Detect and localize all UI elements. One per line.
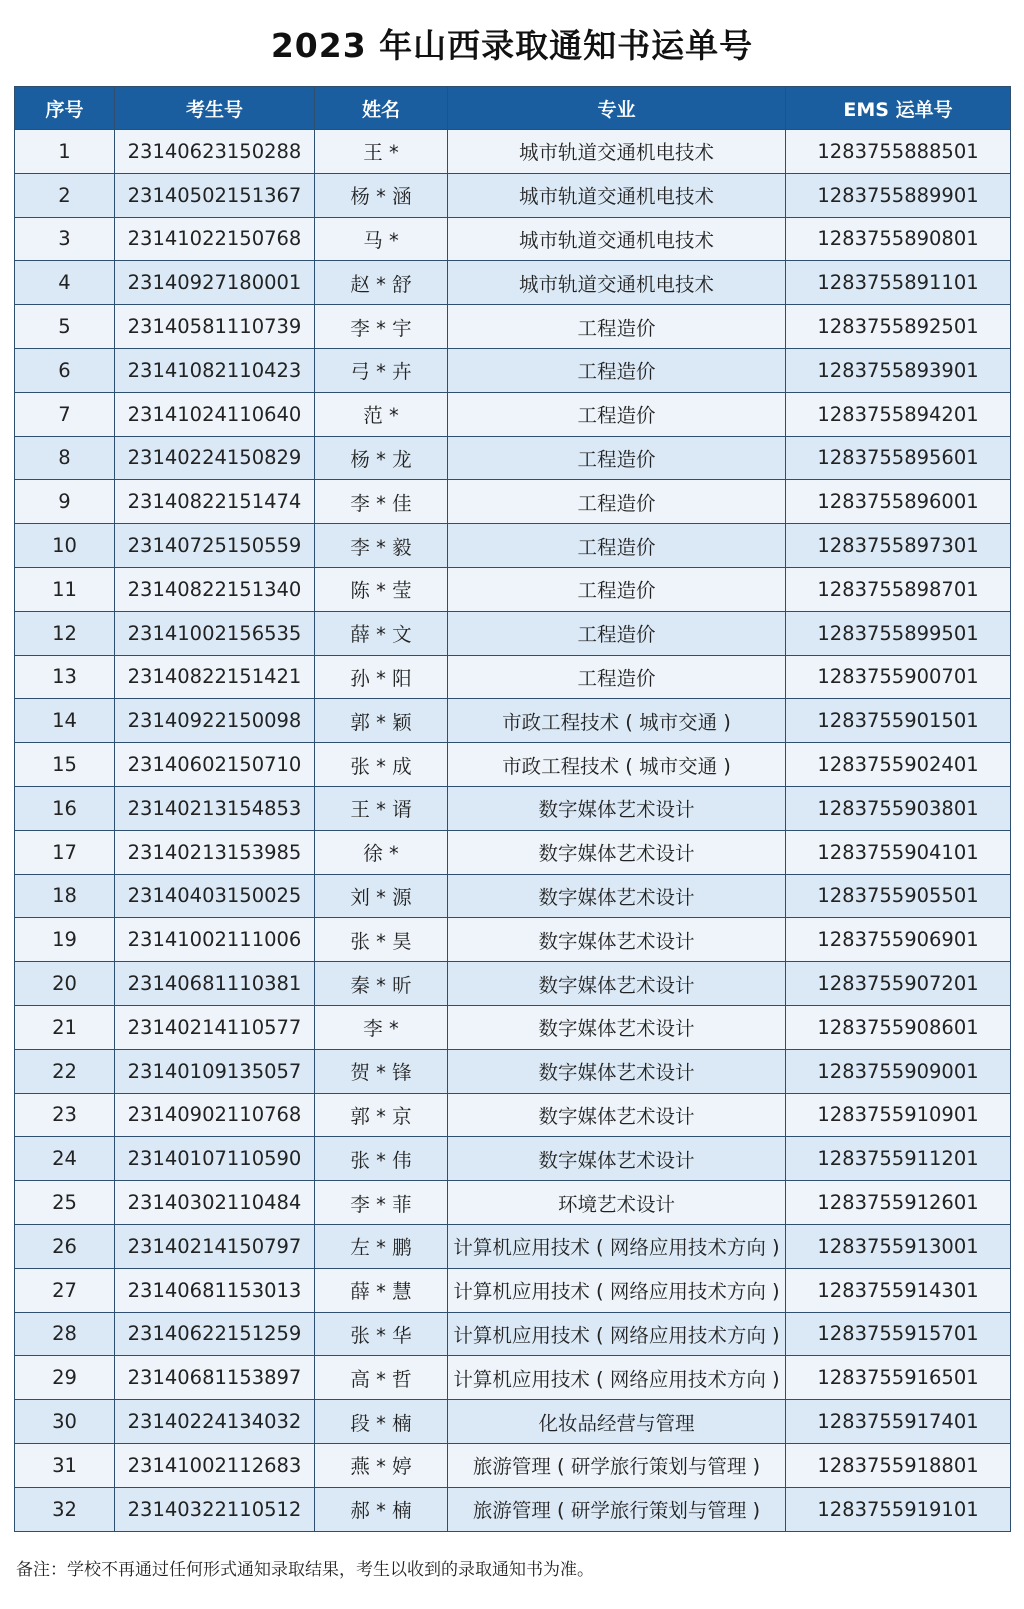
cell-index: 2 xyxy=(15,173,115,217)
cell-major: 工程造价 xyxy=(448,392,786,436)
cell-name: 高 * 哲 xyxy=(315,1356,448,1400)
cell-name: 郭 * 颖 xyxy=(315,699,448,743)
cell-major: 城市轨道交通机电技术 xyxy=(448,173,786,217)
table-row xyxy=(15,173,1011,217)
cell-index: 12 xyxy=(15,611,115,655)
cell-index: 16 xyxy=(15,786,115,830)
cell-major: 计算机应用技术 ( 网络应用技术方向 ) xyxy=(448,1312,786,1356)
cell-index: 22 xyxy=(15,1049,115,1093)
cell-ems-number: 1283755897301 xyxy=(786,524,1011,568)
cell-ems-number: 1283755912601 xyxy=(786,1181,1011,1225)
cell-index: 7 xyxy=(15,392,115,436)
cell-ems-number: 1283755906901 xyxy=(786,918,1011,962)
cell-index: 8 xyxy=(15,436,115,480)
cell-ems-number: 1283755904101 xyxy=(786,830,1011,874)
cell-index: 18 xyxy=(15,874,115,918)
cell-index: 4 xyxy=(15,261,115,305)
cell-ems-number: 1283755911201 xyxy=(786,1137,1011,1181)
table-row xyxy=(15,1268,1011,1312)
table-row xyxy=(15,611,1011,655)
table-row xyxy=(15,1137,1011,1181)
header-major: 专业 xyxy=(448,87,786,130)
cell-name: 郭 * 京 xyxy=(315,1093,448,1137)
cell-ems-number: 1283755913001 xyxy=(786,1224,1011,1268)
cell-name: 张 * 成 xyxy=(315,743,448,787)
cell-name: 秦 * 昕 xyxy=(315,962,448,1006)
cell-ems-number: 1283755900701 xyxy=(786,655,1011,699)
cell-index: 20 xyxy=(15,962,115,1006)
table-body xyxy=(15,130,1011,1532)
cell-exam-number: 23140902110768 xyxy=(115,1093,315,1137)
cell-ems-number: 1283755896001 xyxy=(786,480,1011,524)
cell-ems-number: 1283755890801 xyxy=(786,217,1011,261)
cell-major: 数字媒体艺术设计 xyxy=(448,1049,786,1093)
table-row xyxy=(15,524,1011,568)
cell-major: 数字媒体艺术设计 xyxy=(448,1093,786,1137)
cell-major: 数字媒体艺术设计 xyxy=(448,874,786,918)
cell-major: 城市轨道交通机电技术 xyxy=(448,130,786,174)
cell-major: 城市轨道交通机电技术 xyxy=(448,217,786,261)
cell-major: 工程造价 xyxy=(448,436,786,480)
cell-exam-number: 23140822151340 xyxy=(115,567,315,611)
cell-major: 计算机应用技术 ( 网络应用技术方向 ) xyxy=(448,1268,786,1312)
cell-major: 工程造价 xyxy=(448,524,786,568)
cell-index: 6 xyxy=(15,348,115,392)
header-name: 姓名 xyxy=(315,87,448,130)
cell-major: 计算机应用技术 ( 网络应用技术方向 ) xyxy=(448,1224,786,1268)
cell-exam-number: 23140581110739 xyxy=(115,305,315,349)
cell-major: 化妆品经营与管理 xyxy=(448,1400,786,1444)
cell-ems-number: 1283755889901 xyxy=(786,173,1011,217)
cell-ems-number: 1283755919101 xyxy=(786,1487,1011,1531)
cell-ems-number: 1283755909001 xyxy=(786,1049,1011,1093)
cell-name: 王 * 谞 xyxy=(315,786,448,830)
cell-exam-number: 23140927180001 xyxy=(115,261,315,305)
cell-name: 燕 * 婷 xyxy=(315,1443,448,1487)
cell-name: 王 * xyxy=(315,130,448,174)
cell-index: 17 xyxy=(15,830,115,874)
cell-name: 杨 * 涵 xyxy=(315,173,448,217)
cell-ems-number: 1283755901501 xyxy=(786,699,1011,743)
cell-exam-number: 23140109135057 xyxy=(115,1049,315,1093)
table-row xyxy=(15,261,1011,305)
cell-ems-number: 1283755918801 xyxy=(786,1443,1011,1487)
table-row xyxy=(15,305,1011,349)
cell-exam-number: 23140214150797 xyxy=(115,1224,315,1268)
cell-major: 数字媒体艺术设计 xyxy=(448,962,786,1006)
cell-index: 1 xyxy=(15,130,115,174)
cell-index: 10 xyxy=(15,524,115,568)
header-index: 序号 xyxy=(15,87,115,130)
cell-ems-number: 1283755894201 xyxy=(786,392,1011,436)
table-row xyxy=(15,1312,1011,1356)
cell-exam-number: 23140502151367 xyxy=(115,173,315,217)
cell-name: 孙 * 阳 xyxy=(315,655,448,699)
table-row xyxy=(15,1224,1011,1268)
table-row xyxy=(15,217,1011,261)
cell-index: 27 xyxy=(15,1268,115,1312)
cell-ems-number: 1283755892501 xyxy=(786,305,1011,349)
cell-index: 28 xyxy=(15,1312,115,1356)
cell-ems-number: 1283755895601 xyxy=(786,436,1011,480)
cell-name: 李 * xyxy=(315,1005,448,1049)
cell-major: 市政工程技术 ( 城市交通 ) xyxy=(448,699,786,743)
cell-name: 贺 * 锋 xyxy=(315,1049,448,1093)
cell-major: 工程造价 xyxy=(448,655,786,699)
table-row xyxy=(15,743,1011,787)
cell-name: 郝 * 楠 xyxy=(315,1487,448,1531)
table-row xyxy=(15,699,1011,743)
cell-name: 李 * 毅 xyxy=(315,524,448,568)
cell-name: 薛 * 文 xyxy=(315,611,448,655)
cell-major: 数字媒体艺术设计 xyxy=(448,918,786,962)
footnote: 备注：学校不再通过任何形式通知录取结果，考生以收到的录取通知书为准。 xyxy=(16,1560,594,1580)
cell-exam-number: 23140623150288 xyxy=(115,130,315,174)
table-row xyxy=(15,830,1011,874)
cell-exam-number: 23140214110577 xyxy=(115,1005,315,1049)
cell-index: 29 xyxy=(15,1356,115,1400)
cell-index: 30 xyxy=(15,1400,115,1444)
cell-index: 19 xyxy=(15,918,115,962)
table-row xyxy=(15,130,1011,174)
cell-name: 张 * 华 xyxy=(315,1312,448,1356)
cell-exam-number: 23141022150768 xyxy=(115,217,315,261)
header-ems-number: EMS 运单号 xyxy=(786,87,1011,130)
cell-index: 24 xyxy=(15,1137,115,1181)
cell-exam-number: 23140322110512 xyxy=(115,1487,315,1531)
cell-index: 9 xyxy=(15,480,115,524)
table-row xyxy=(15,436,1011,480)
cell-index: 13 xyxy=(15,655,115,699)
table-row xyxy=(15,1400,1011,1444)
cell-index: 15 xyxy=(15,743,115,787)
header-exam-number: 考生号 xyxy=(115,87,315,130)
cell-name: 徐 * xyxy=(315,830,448,874)
cell-ems-number: 1283755902401 xyxy=(786,743,1011,787)
cell-ems-number: 1283755916501 xyxy=(786,1356,1011,1400)
cell-major: 数字媒体艺术设计 xyxy=(448,1137,786,1181)
admission-table xyxy=(14,86,1011,1532)
cell-name: 弓 * 卉 xyxy=(315,348,448,392)
cell-index: 32 xyxy=(15,1487,115,1531)
cell-exam-number: 23140302110484 xyxy=(115,1181,315,1225)
cell-ems-number: 1283755893901 xyxy=(786,348,1011,392)
cell-ems-number: 1283755917401 xyxy=(786,1400,1011,1444)
cell-ems-number: 1283755908601 xyxy=(786,1005,1011,1049)
cell-index: 26 xyxy=(15,1224,115,1268)
cell-name: 李 * 宇 xyxy=(315,305,448,349)
cell-ems-number: 1283755905501 xyxy=(786,874,1011,918)
cell-exam-number: 23141024110640 xyxy=(115,392,315,436)
cell-major: 市政工程技术 ( 城市交通 ) xyxy=(448,743,786,787)
cell-index: 11 xyxy=(15,567,115,611)
cell-name: 马 * xyxy=(315,217,448,261)
cell-ems-number: 1283755891101 xyxy=(786,261,1011,305)
table-row xyxy=(15,480,1011,524)
cell-exam-number: 23140622151259 xyxy=(115,1312,315,1356)
cell-index: 3 xyxy=(15,217,115,261)
cell-major: 旅游管理 ( 研学旅行策划与管理 ) xyxy=(448,1487,786,1531)
cell-exam-number: 23140224150829 xyxy=(115,436,315,480)
cell-index: 14 xyxy=(15,699,115,743)
cell-name: 刘 * 源 xyxy=(315,874,448,918)
cell-major: 工程造价 xyxy=(448,480,786,524)
cell-exam-number: 23140224134032 xyxy=(115,1400,315,1444)
cell-exam-number: 23140822151421 xyxy=(115,655,315,699)
cell-major: 旅游管理 ( 研学旅行策划与管理 ) xyxy=(448,1443,786,1487)
table-row xyxy=(15,786,1011,830)
cell-major: 数字媒体艺术设计 xyxy=(448,786,786,830)
cell-index: 31 xyxy=(15,1443,115,1487)
cell-exam-number: 23140602150710 xyxy=(115,743,315,787)
cell-major: 数字媒体艺术设计 xyxy=(448,830,786,874)
table-row xyxy=(15,1005,1011,1049)
cell-major: 工程造价 xyxy=(448,567,786,611)
cell-exam-number: 23140107110590 xyxy=(115,1137,315,1181)
cell-exam-number: 23140213153985 xyxy=(115,830,315,874)
cell-name: 左 * 鹏 xyxy=(315,1224,448,1268)
cell-exam-number: 23141002112683 xyxy=(115,1443,315,1487)
cell-ems-number: 1283755903801 xyxy=(786,786,1011,830)
cell-ems-number: 1283755888501 xyxy=(786,130,1011,174)
table-row xyxy=(15,1181,1011,1225)
cell-name: 薛 * 慧 xyxy=(315,1268,448,1312)
page-title: 2023 年山西录取通知书运单号 xyxy=(270,26,754,65)
cell-name: 陈 * 莹 xyxy=(315,567,448,611)
cell-major: 城市轨道交通机电技术 xyxy=(448,261,786,305)
cell-exam-number: 23141002111006 xyxy=(115,918,315,962)
cell-exam-number: 23140725150559 xyxy=(115,524,315,568)
cell-exam-number: 23140213154853 xyxy=(115,786,315,830)
table-row xyxy=(15,348,1011,392)
cell-ems-number: 1283755898701 xyxy=(786,567,1011,611)
table-row xyxy=(15,874,1011,918)
cell-exam-number: 23140681110381 xyxy=(115,962,315,1006)
table-row xyxy=(15,962,1011,1006)
cell-name: 杨 * 龙 xyxy=(315,436,448,480)
cell-exam-number: 23140822151474 xyxy=(115,480,315,524)
table-row xyxy=(15,1093,1011,1137)
table-row xyxy=(15,1049,1011,1093)
cell-ems-number: 1283755907201 xyxy=(786,962,1011,1006)
cell-name: 张 * 昊 xyxy=(315,918,448,962)
cell-major: 工程造价 xyxy=(448,305,786,349)
cell-exam-number: 23140681153897 xyxy=(115,1356,315,1400)
cell-index: 25 xyxy=(15,1181,115,1225)
table-row xyxy=(15,1356,1011,1400)
cell-major: 工程造价 xyxy=(448,611,786,655)
table-row xyxy=(15,918,1011,962)
cell-exam-number: 23140681153013 xyxy=(115,1268,315,1312)
cell-exam-number: 23140403150025 xyxy=(115,874,315,918)
table-row xyxy=(15,1443,1011,1487)
cell-ems-number: 1283755910901 xyxy=(786,1093,1011,1137)
cell-major: 计算机应用技术 ( 网络应用技术方向 ) xyxy=(448,1356,786,1400)
cell-name: 赵 * 舒 xyxy=(315,261,448,305)
cell-ems-number: 1283755914301 xyxy=(786,1268,1011,1312)
cell-exam-number: 23140922150098 xyxy=(115,699,315,743)
cell-ems-number: 1283755915701 xyxy=(786,1312,1011,1356)
cell-name: 李 * 菲 xyxy=(315,1181,448,1225)
cell-index: 5 xyxy=(15,305,115,349)
cell-major: 环境艺术设计 xyxy=(448,1181,786,1225)
cell-exam-number: 23141002156535 xyxy=(115,611,315,655)
table-row xyxy=(15,655,1011,699)
cell-name: 范 * xyxy=(315,392,448,436)
cell-major: 工程造价 xyxy=(448,348,786,392)
table-row xyxy=(15,392,1011,436)
table-row xyxy=(15,1487,1011,1531)
cell-exam-number: 23141082110423 xyxy=(115,348,315,392)
cell-index: 23 xyxy=(15,1093,115,1137)
cell-name: 段 * 楠 xyxy=(315,1400,448,1444)
cell-index: 21 xyxy=(15,1005,115,1049)
table-row xyxy=(15,567,1011,611)
cell-ems-number: 1283755899501 xyxy=(786,611,1011,655)
cell-name: 李 * 佳 xyxy=(315,480,448,524)
cell-name: 张 * 伟 xyxy=(315,1137,448,1181)
table-header-row xyxy=(15,87,1011,130)
cell-major: 数字媒体艺术设计 xyxy=(448,1005,786,1049)
